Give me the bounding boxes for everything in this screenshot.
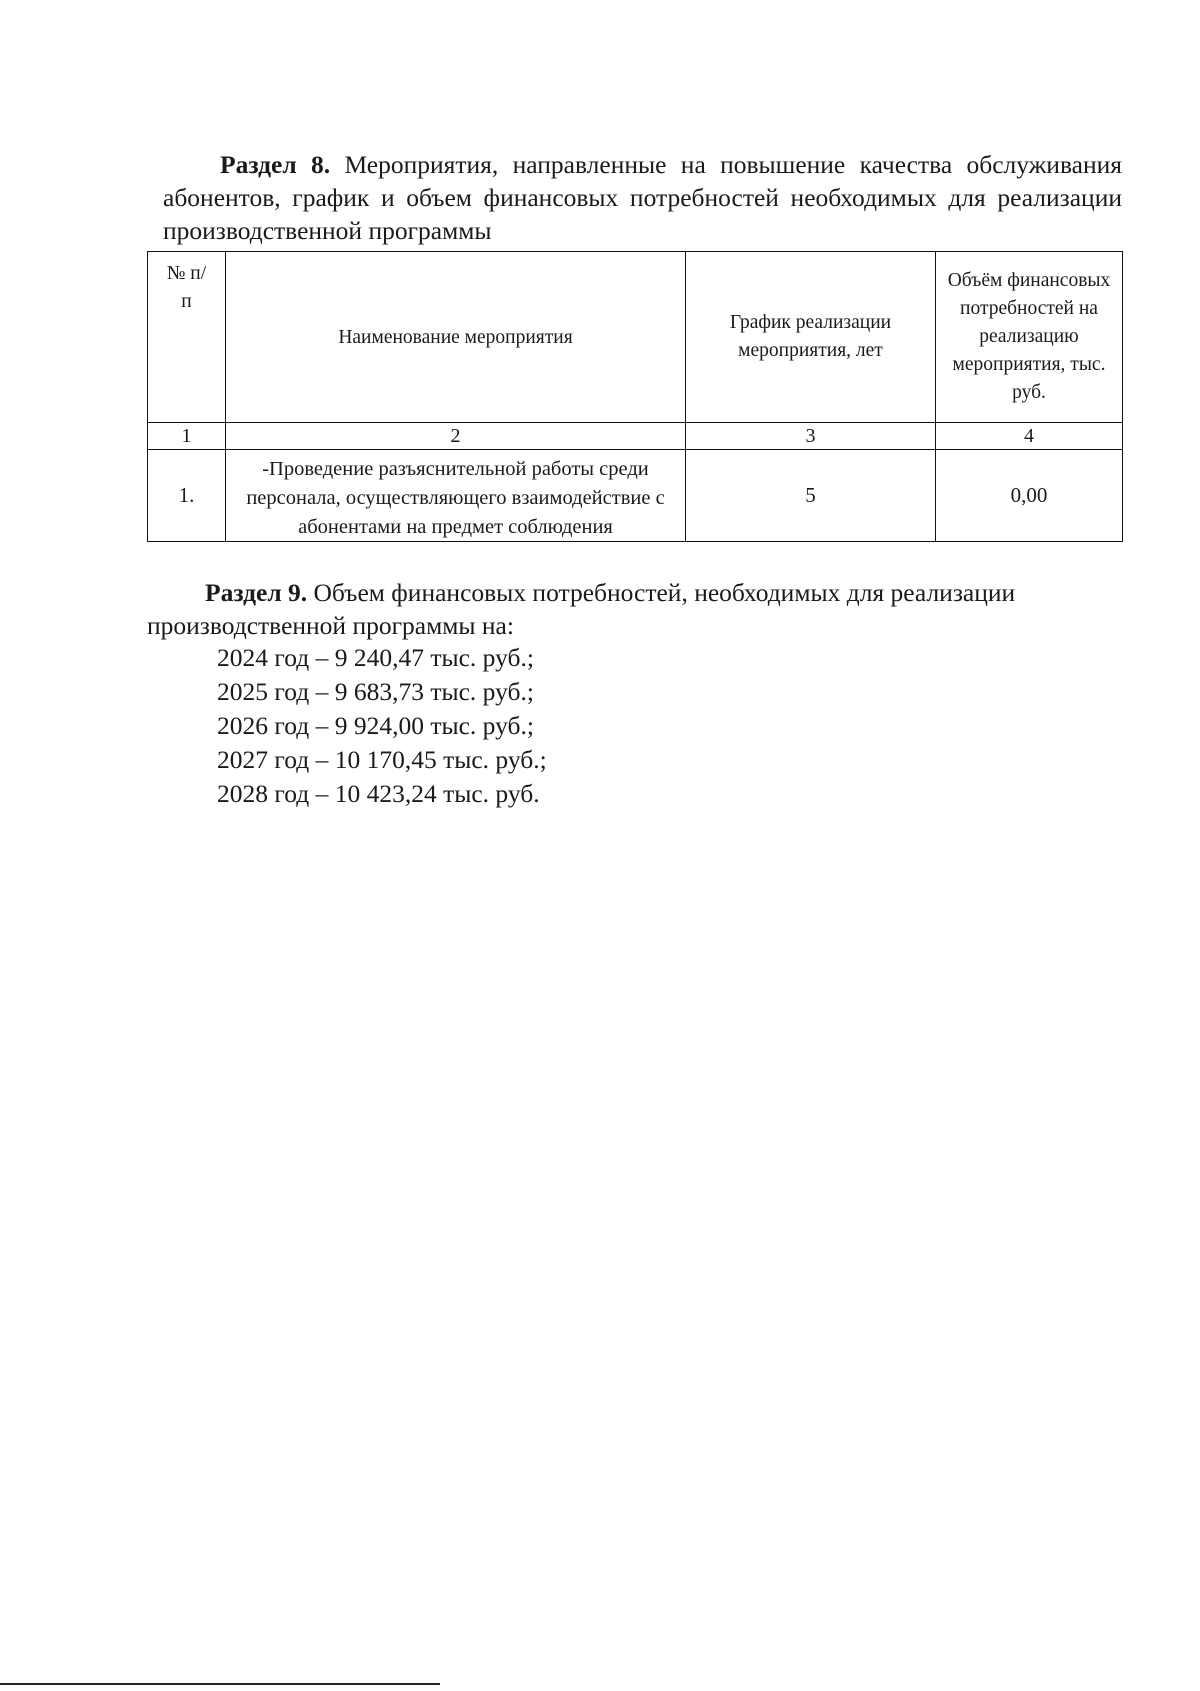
row-volume: 0,00	[936, 450, 1123, 542]
column-number: 4	[936, 423, 1123, 450]
section-9-text: Объем финансовых потребностей, необходимых для реализации производственной программы на:	[147, 578, 1016, 640]
measures-table	[147, 251, 1123, 542]
column-number-row	[148, 423, 1123, 450]
row-schedule: 5	[686, 450, 936, 542]
header-volume: Объём финансовых потребностей на реализацию мероприятия, тыс. руб.	[936, 252, 1123, 423]
table-header-row	[148, 252, 1123, 423]
yearly-volumes-list	[217, 641, 547, 811]
column-number: 2	[226, 423, 686, 450]
list-item: 2024 год – 9 240,47 тыс. руб.;	[217, 643, 534, 672]
section-8	[163, 148, 1122, 247]
bottom-divider	[0, 1683, 440, 1685]
column-number: 3	[686, 423, 936, 450]
list-item: 2026 год – 9 924,00 тыс. руб.;	[217, 711, 534, 740]
header-num: № п/п	[148, 252, 226, 423]
header-name: Наименование мероприятия	[226, 252, 686, 423]
list-item: 2027 год – 10 170,45 тыс. руб.;	[217, 745, 547, 774]
section-9-label: Раздел 9.	[205, 578, 308, 607]
section-9	[147, 576, 1107, 642]
row-num: 1.	[148, 450, 226, 542]
column-number: 1	[148, 423, 226, 450]
section-8-paragraph	[163, 148, 1122, 247]
header-schedule: График реализации мероприятия, лет	[686, 252, 936, 423]
section-8-label: Раздел 8.	[220, 150, 331, 179]
section-8-text: Мероприятия, направленные на повышение качества обслуживания абонентов, график и объем финансовых потребностей необходимых для реализации производственной программы	[163, 150, 1122, 245]
list-item: 2028 год – 10 423,24 тыс. руб.	[217, 779, 540, 808]
row-name: -Проведение разъяснительной работы среди персонала, осуществляющего взаимодействие с абонентами на предмет соблюдения	[246, 457, 665, 538]
table-row	[148, 450, 1123, 542]
row-name-cell	[226, 450, 686, 542]
section-9-paragraph	[147, 576, 1107, 642]
list-item: 2025 год – 9 683,73 тыс. руб.;	[217, 677, 534, 706]
